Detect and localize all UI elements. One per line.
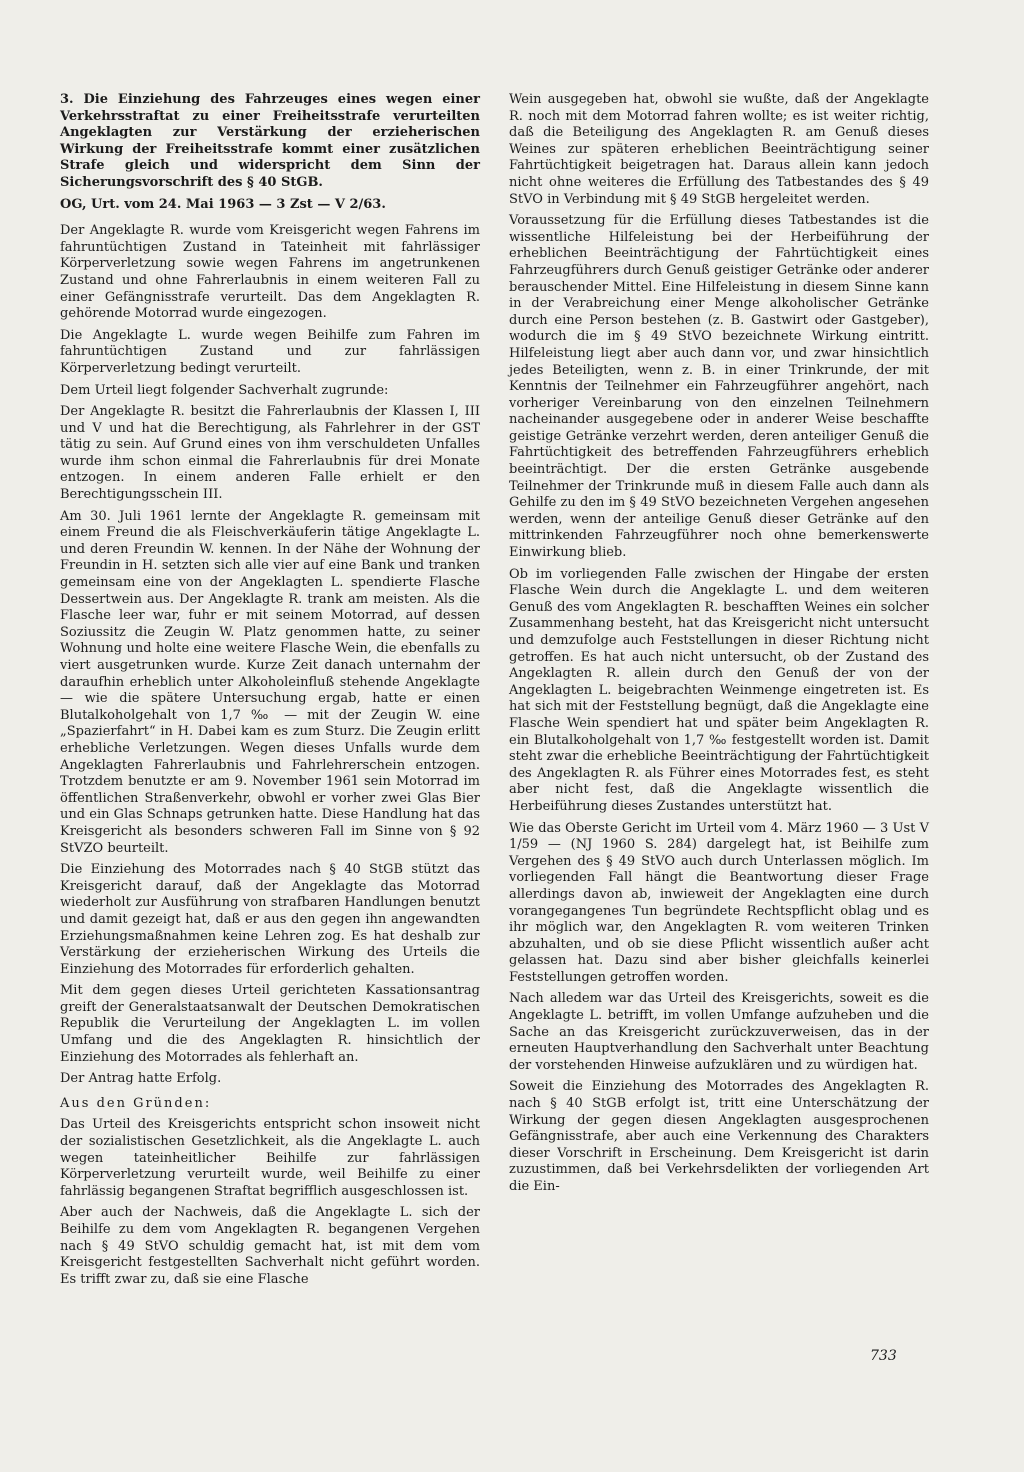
paragraph: Die Einziehung des Motorrades nach § 40 StGB stützt das Kreisgericht darauf, daß der Angeklagte das Motorrad wiederholt zur Ausführung von strafbaren Handlungen benutzt und damit gezeigt hat, daß er aus den gegen ihn angewandten Erziehungsmaßnahmen keine Lehren zog. Es hat deshalb zur Verstärkung der erzieherischen Wirkung des Urteils die Einziehung des Motorrades für erforderlich gehalten. <box>60 862 480 977</box>
headnote: 3. Die Einziehung des Fahrzeuges eines wegen einer Verkehrsstraftat zu einer Freiheitsstrafe verurteilten Angeklagten zur Verstärkung der erzieherischen Wirkung der Freiheitsstrafe kommt einer zusätzlichen Strafe gleich und widerspricht dem Sinn der Sicherungsvorschrift des § 40 StGB. <box>60 92 480 190</box>
paragraph: Wie das Oberste Gericht im Urteil vom 4. März 1960 — 3 Ust V 1/59 — (NJ 1960 S. 284) dargelegt hat, ist Beihilfe zum Vergehen des § 49 StVO auch durch Unterlassen möglich. Im vorliegenden Fall hängt die Beantwortung dieser Frage allerdings davon ab, inwieweit der Angeklagten eine durch vorangegangenes Tun begründete Rechtspflicht oblag und es ihr möglich war, den Angeklagten R. vom weiteren Trinken abzuhalten, und ob sie diese Pflicht wissentlich außer acht gelassen hat. Dazu sind aber bisher gleichfalls keinerlei Feststellungen getroffen worden. <box>509 820 929 985</box>
paragraph: Voraussetzung für die Erfüllung dieses Tatbestandes ist die wissentliche Hilfeleistung bei der Herbeiführung der erheblichen Beeinträchtigung der Fahrtüchtigkeit eines Fahrzeugführers durch Genuß geistiger Getränke oder anderer berauschender Mittel. Eine Hilfeleistung in diesem Sinne kann in der Verabreichung einer Menge alkoholischer Getränke durch eine Person bestehen (z. B. Gastwirt oder Gastgeber), wodurch die im § 49 StVO bezeichnete Wirkung eintritt. Hilfeleistung liegt aber auch dann vor, und zwar hinsichtlich jedes Beteiligten, wenn z. B. in einer Trinkrunde, der mit Kenntnis der Teilnehmer ein Fahrzeugführer angehört, nach vorheriger Vereinbarung von den einzelnen Teilnehmern nacheinander ausgegebene oder in anderer Weise beschaffte geistige Getränke verzehrt werden, deren anteiliger Genuß die Fahrtüchtigkeit des betreffenden Fahrzeugführers erheblich beeinträchtigt. Der die ersten Getränke ausgebende Teilnehmer der Trinkrunde muß in diesem Falle auch dann als Gehilfe zu den im § 49 StVO bezeichneten Vergehen angesehen werden, wenn der anteilige Genuß dieser Getränke auf den mittrinkenden Fahrzeugführer noch ohne bemerkenswerte Einwirkung blieb. <box>509 213 929 561</box>
paragraph: Wein ausgegeben hat, obwohl sie wußte, daß der Angeklagte R. noch mit dem Motorrad fahren wollte; es ist weiter richtig, daß die Beteiligung des Angeklagten R. am Genuß dieses Weines zur späteren erheblichen Beeinträchtigung seiner Fahrtüchtigkeit beigetragen hat. Daraus allein kann jedoch nicht ohne weiteres die Erfüllung des Tatbestandes des § 49 StVO in Verbindung mit § 49 StGB hergeleitet werden. <box>509 92 929 207</box>
case-reference: OG, Urt. vom 24. Mai 1963 — 3 Zst — V 2/63. <box>60 196 386 212</box>
page-number: 733 <box>870 1348 897 1364</box>
paragraph: Der Antrag hatte Erfolg. <box>60 1071 222 1087</box>
section-heading-gruende: Aus den Gründen: <box>60 1095 212 1111</box>
paragraph: Aber auch der Nachweis, daß die Angeklagte L. sich der Beihilfe zu dem vom Angeklagten R. begangenen Vergehen nach § 49 StVO schuldig gemacht hat, ist mit dem vom Kreisgericht festgestellten Sachverhalt nicht geführt worden. Es trifft zwar zu, daß sie eine Flasche <box>60 1205 480 1287</box>
paragraph: Dem Urteil liegt folgender Sachverhalt zugrunde: <box>60 382 389 398</box>
paragraph: Die Angeklagte L. wurde wegen Beihilfe zum Fahren im fahruntüchtigen Zustand und zur fahrlässigen Körperverletzung bedingt verurteilt. <box>60 327 480 376</box>
paragraph: Nach alledem war das Urteil des Kreisgerichts, soweit es die Angeklagte L. betrifft, im vollen Umfange aufzuheben und die Sache an das Kreisgericht zurückzuverweisen, das in der erneuten Hauptverhandlung den Sachverhalt unter Beachtung der vorstehenden Hinweise aufzuklären und zu würdigen hat. <box>509 991 929 1073</box>
paragraph: Der Angeklagte R. wurde vom Kreisgericht wegen Fahrens im fahruntüchtigen Zustand in Tateinheit mit fahrlässiger Körperverletzung sowie wegen Fahrens im angetrunkenen Zustand und ohne Fahrerlaubnis in einem weiteren Fall zu einer Gefängnisstrafe verurteilt. Das dem Angeklagten R. gehörende Motorrad wurde eingezogen. <box>60 223 480 322</box>
right-column <box>509 92 929 1201</box>
paragraph: Der Angeklagte R. besitzt die Fahrerlaubnis der Klassen I, III und V und hat die Berechtigung, als Fahrlehrer in der GST tätig zu sein. Auf Grund eines von ihm verschuldeten Unfalles wurde ihm schon einmal die Fahrerlaubnis für drei Monate entzogen. In einem anderen Falle erhielt er den Berechtigungsschein III. <box>60 404 480 503</box>
paragraph: Ob im vorliegenden Falle zwischen der Hingabe der ersten Flasche Wein durch die Angeklagte L. und dem weiteren Genuß des vom Angeklagten R. beschafften Weines ein solcher Zusammenhang besteht, hat das Kreisgericht nicht untersucht und demzufolge auch Feststellungen in dieser Richtung nicht getroffen. Es hat auch nicht untersucht, ob der Zustand des Angeklagten R. allein durch den Genuß der von der Angeklagten L. beigebrachten Weinmenge eingetreten ist. Es hat sich mit der Feststellung begnügt, daß die Angeklagte eine Flasche Wein spendiert hat und später beim Angeklagten R. ein Blutalkoholgehalt von 1,7 ‰ festgestellt worden ist. Damit steht zwar die erhebliche Beeinträchtigung der Fahrtüchtigkeit des Angeklagten R. als Führer eines Motorrades fest, es steht aber nicht fest, daß die Angeklagte wissentlich die Herbeiführung dieses Zustandes unterstützt hat. <box>509 566 929 814</box>
paragraph: Soweit die Einziehung des Motorrades des Angeklagten R. nach § 40 StGB erfolgt ist, tritt eine Unterschätzung der Wirkung der gegen diesen Angeklagten ausgesprochenen Gefängnisstrafe, aber auch eine Verkennung des Charakters dieser Vorschrift in Erscheinung. Dem Kreisgericht ist darin zuzustimmen, daß bei Verkehrsdelikten der vorliegenden Art die Ein- <box>509 1079 929 1194</box>
left-column <box>60 92 480 1293</box>
paragraph: Mit dem gegen dieses Urteil gerichteten Kassationsantrag greift der Generalstaatsanwalt der Deutschen Demokratischen Republik die Verurteilung der Angeklagten L. im vollen Umfang und die des Angeklagten R. hinsichtlich der Einziehung des Motorrades als fehlerhaft an. <box>60 983 480 1065</box>
paragraph: Am 30. Juli 1961 lernte der Angeklagte R. gemeinsam mit einem Freund die als Fleischverkäuferin tätige Angeklagte L. und deren Freundin W. kennen. In der Nähe der Wohnung der Freundin in H. setzten sich alle vier auf eine Bank und tranken gemeinsam eine von der Angeklagten L. spendierte Flasche Dessertwein aus. Der Angeklagte R. trank am meisten. Als die Flasche leer war, fuhr er mit seinem Motorrad, auf dessen Soziussitz die Zeugin W. Platz genommen hatte, zu seiner Wohnung und holte eine weitere Flasche Wein, die ebenfalls zu viert ausgetrunken wurde. Kurze Zeit danach unternahm der daraufhin erheblich unter Alkoholeinfluß stehende Angeklagte — wie die spätere Untersuchung ergab, hatte er einen Blutalkoholgehalt von 1,7 ‰ — mit der Zeugin W. eine „Spazierfahrt“ in H. Dabei kam es zum Sturz. Die Zeugin erlitt erhebliche Verletzungen. Wegen dieses Unfalls wurde dem Angeklagten Fahrerlaubnis und Fahrlehrerschein entzogen. Trotzdem benutzte er am 9. November 1961 sein Motorrad im öffentlichen Straßenverkehr, obwohl er vorher zwei Glas Bier und ein Glas Schnaps getrunken hatte. Diese Handlung hat das Kreisgericht als besonders schweren Fall im Sinne von § 92 StVZO beurteilt. <box>60 508 480 856</box>
paragraph: Das Urteil des Kreisgerichts entspricht schon insoweit nicht der sozialistischen Gesetzlichkeit, als die Angeklagte L. auch wegen tateinheitlicher Beihilfe zur fahrlässigen Körperverletzung verurteilt wurde, weil Beihilfe zu einer fahrlässig begangenen Straftat begrifflich ausgeschlossen ist. <box>60 1117 480 1199</box>
